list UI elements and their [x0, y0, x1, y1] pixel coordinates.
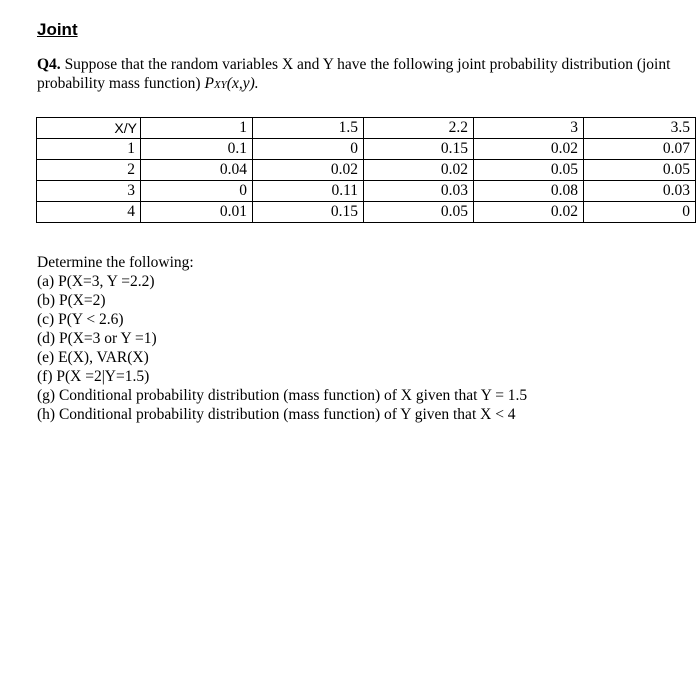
probability-cell: 0.02 [364, 160, 474, 181]
instructions-intro: Determine the following: [37, 254, 194, 271]
probability-cell: 0.05 [474, 160, 584, 181]
y-value-header: 3 [474, 118, 584, 139]
corner-label: X/Y [37, 118, 141, 139]
question-parts [37, 253, 527, 424]
list-item: (h) Conditional probability distribution (mass function) of Y given that X < 4 [37, 406, 516, 423]
x-value: 1 [37, 139, 141, 160]
y-value-header: 2.2 [364, 118, 474, 139]
probability-cell: 0.05 [364, 202, 474, 223]
list-item: (g) Conditional probability distribution (mass function) of X given that Y = 1.5 [37, 387, 528, 404]
table-row [37, 139, 696, 160]
section-heading: Joint [37, 20, 78, 39]
probability-cell: 0.03 [584, 181, 696, 202]
table-row [37, 160, 696, 181]
probability-cell: 0.15 [253, 202, 364, 223]
probability-cell: 0 [141, 181, 253, 202]
list-item: (c) P(Y < 2.6) [37, 311, 124, 328]
y-value-header: 3.5 [584, 118, 696, 139]
x-value: 4 [37, 202, 141, 223]
table-row [37, 202, 696, 223]
list-item: (d) P(X=3 or Y =1) [37, 330, 157, 347]
probability-cell: 0.05 [584, 160, 696, 181]
probability-cell: 0.07 [584, 139, 696, 160]
pmf-subscript: XY [213, 79, 227, 91]
probability-cell: 0.02 [253, 160, 364, 181]
probability-cell: 0.01 [141, 202, 253, 223]
table-header-row [37, 118, 696, 139]
probability-cell: 0.1 [141, 139, 253, 160]
probability-cell: 0.15 [364, 139, 474, 160]
probability-cell: 0.04 [141, 160, 253, 181]
pmf-args: (x,y). [226, 75, 259, 92]
list-item: (f) P(X =2|Y=1.5) [37, 368, 150, 385]
probability-cell: 0 [253, 139, 364, 160]
list-item: (b) P(X=2) [37, 292, 106, 309]
joint-pmf-table [36, 117, 696, 223]
probability-cell: 0.02 [474, 202, 584, 223]
probability-cell: 0 [584, 202, 696, 223]
pmf-symbol: P [204, 75, 214, 92]
y-value-header: 1 [141, 118, 253, 139]
list-item: (e) E(X), VAR(X) [37, 349, 149, 366]
pmf-notation [204, 75, 258, 92]
question-text [37, 55, 687, 95]
table-row [37, 181, 696, 202]
question-number: Q4. [37, 56, 61, 73]
probability-cell: 0.11 [253, 181, 364, 202]
probability-cell: 0.08 [474, 181, 584, 202]
probability-cell: 0.03 [364, 181, 474, 202]
list-item: (a) P(X=3, Y =2.2) [37, 273, 155, 290]
x-value: 3 [37, 181, 141, 202]
y-value-header: 1.5 [253, 118, 364, 139]
x-value: 2 [37, 160, 141, 181]
probability-cell: 0.02 [474, 139, 584, 160]
question-body: Suppose that the random variables X and Y have the following joint probability distribution (joint probability mass function) [37, 56, 671, 92]
